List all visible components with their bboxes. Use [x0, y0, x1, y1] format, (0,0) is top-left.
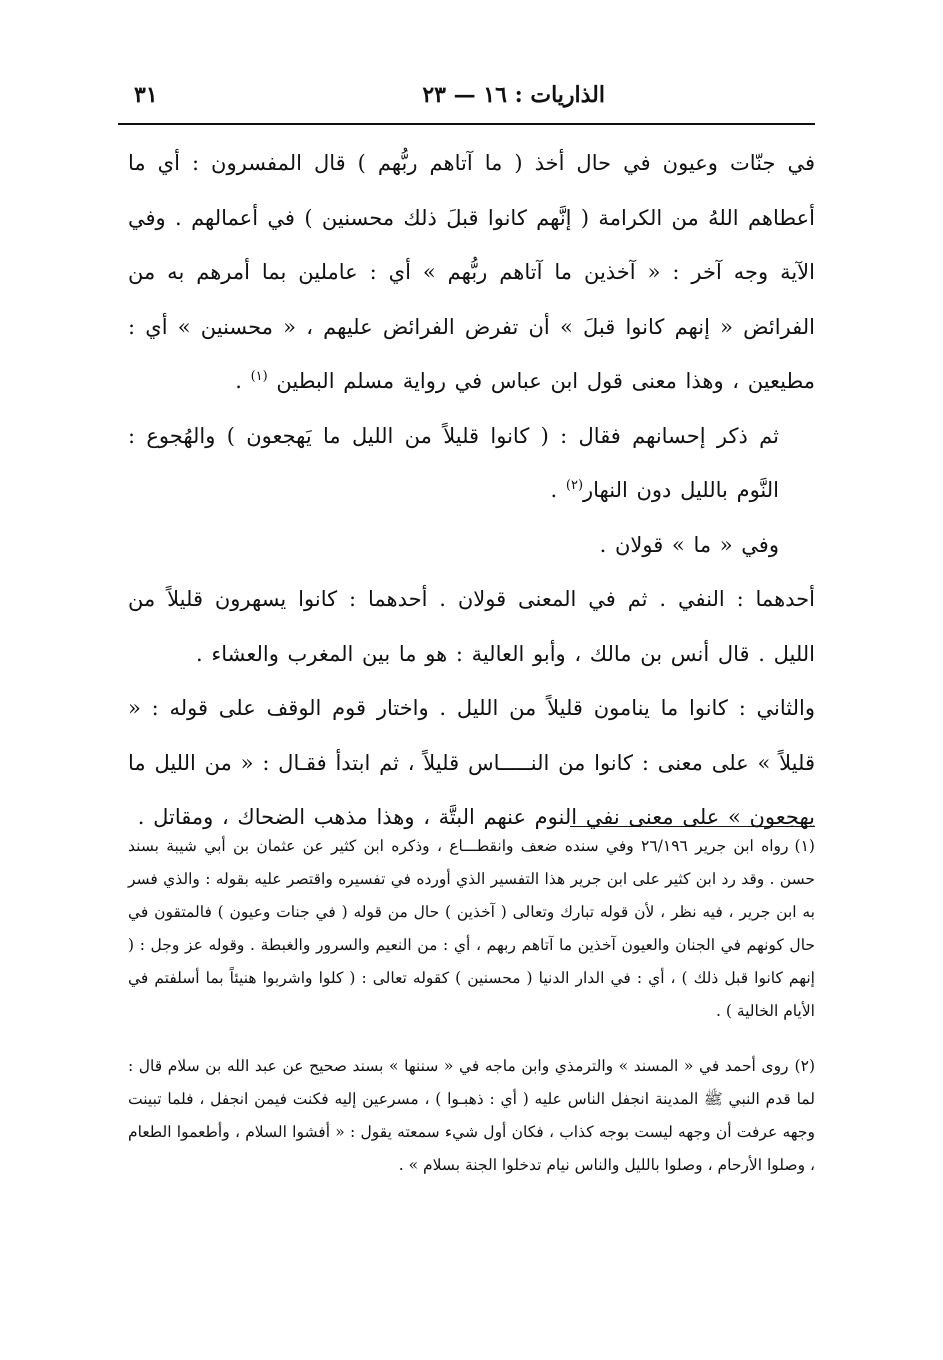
paragraph-2: [128, 409, 815, 518]
footnote-1: [128, 830, 815, 1028]
paragraph-4: أحدهما : النفي . ثم في المعنى قولان . أحدهما : كانوا يسهرون قليلاً من الليل . قال أنس بن مالك ، وأبو العالية : هو ما بين المغرب والعشاء .: [128, 587, 815, 666]
header-rule: [118, 123, 815, 125]
footnote-2-number: (٢): [794, 1057, 815, 1075]
footnote-ref-2: (٢): [565, 478, 584, 493]
paragraph-2-end: .: [550, 478, 566, 502]
footnote-2: [128, 1050, 815, 1182]
page-number: ٣١: [134, 82, 158, 108]
page-header: [118, 82, 815, 122]
footnote-2-text: روى أحمد في « المسند » والترمذي وابن ماجه في « سننها » بسند صحيح عن عبد الله بن سلام قال : لما قدم النبي ﷺ المدينة انجفل الناس عليه ( أي : ذهبـوا ) ، مسرعين إليه فكنت فيمن انجفل ، فلما تبينت وجهه عرفت أن وجهه ليست بوجه كذاب ، فكان أول شيء سمعته يقول : « أفشوا السلام ، وأطعموا الطعام ، وصلوا الأرحام ، وصلوا بالليل والناس نيام تدخلوا الجنة بسلام » .: [128, 1057, 815, 1174]
footnote-ref-1: (١): [250, 369, 268, 384]
footnote-rule: [570, 826, 815, 827]
paragraph-1-text: في جنّات وعيون في حال أخذ ( ما آتاهم ربُّهم ) قال المفسرون : أي ما أعطاهم اللهُ من الكرامة ( إنَّهم كانوا قبلَ ذلك محسنين ) في أعمالهم . وفي الآية وجه آخر : « آخذين ما آتاهم ربُّهم » أي : عاملين بما أمرهم به من الفرائض « إنهم كانوا قبلَ » أن تفرض الفرائض عليهم ، « محسنين » أي : مطيعين ، وهذا معنى قول ابن عباس في رواية مسلم البطين: [128, 151, 815, 393]
paragraph-2-text: ثم ذكر إحسانهم فقال : ( كانوا قليلاً من الليل ما يَهجعون ) والهُجوع : النَّوم بالليل دون النهار: [128, 423, 779, 502]
paragraph-1-end: .: [235, 369, 251, 393]
paragraph-1: [128, 136, 815, 409]
paragraph-3: وفي « ما » قولان .: [599, 532, 779, 557]
footnote-1-text: رواه ابن جرير ٢٦/١٩٦ وفي سنده ضعف وانقطـــاع ، وذكره ابن كثير عن عثمان بن أبي شيبة بسند حسن . وقد رد ابن كثير على ابن جرير هذا التفسير الذي أورده في تفسيره واقتصر عليه بقوله : والذي فسر به ابن جرير ، فيه نظر ، لأن قوله تبارك وتعالى ( آخذين ) حال من قوله ( في جنات وعيون ) فالمتقون في حال كونهم في الجنان والعيون آخذين ما آتاهم ربهم ، أي : من النعيم والسرور والغبطة . وقوله عز وجل : ( إنهم كانوا قبل ذلك ) ، أي : في الدار الدنيا ( محسنين ) كقوله تعالى : ( كلوا واشربوا هنيئاً بما أسلفتم في الأيام الخالية ) .: [128, 837, 815, 1020]
paragraph-5: والثاني : كانوا ما ينامون قليلاً من الليل . واختار قوم الوقف على قوله : « قليلاً » على معنى : كانوا من النـــــاس قليلاً ، ثم ابتدأ فقـال : « من الليل ما يهجعون » على معنى نفي النوم عنهم البتَّة ، وهذا مذهب الضحاك ، ومقاتل .: [128, 696, 815, 829]
footnote-1-number: (١): [794, 837, 815, 855]
main-text: [128, 136, 815, 845]
footnotes: [128, 830, 815, 1182]
running-head: الذاريات : ١٦ — ٢٣: [422, 82, 605, 108]
